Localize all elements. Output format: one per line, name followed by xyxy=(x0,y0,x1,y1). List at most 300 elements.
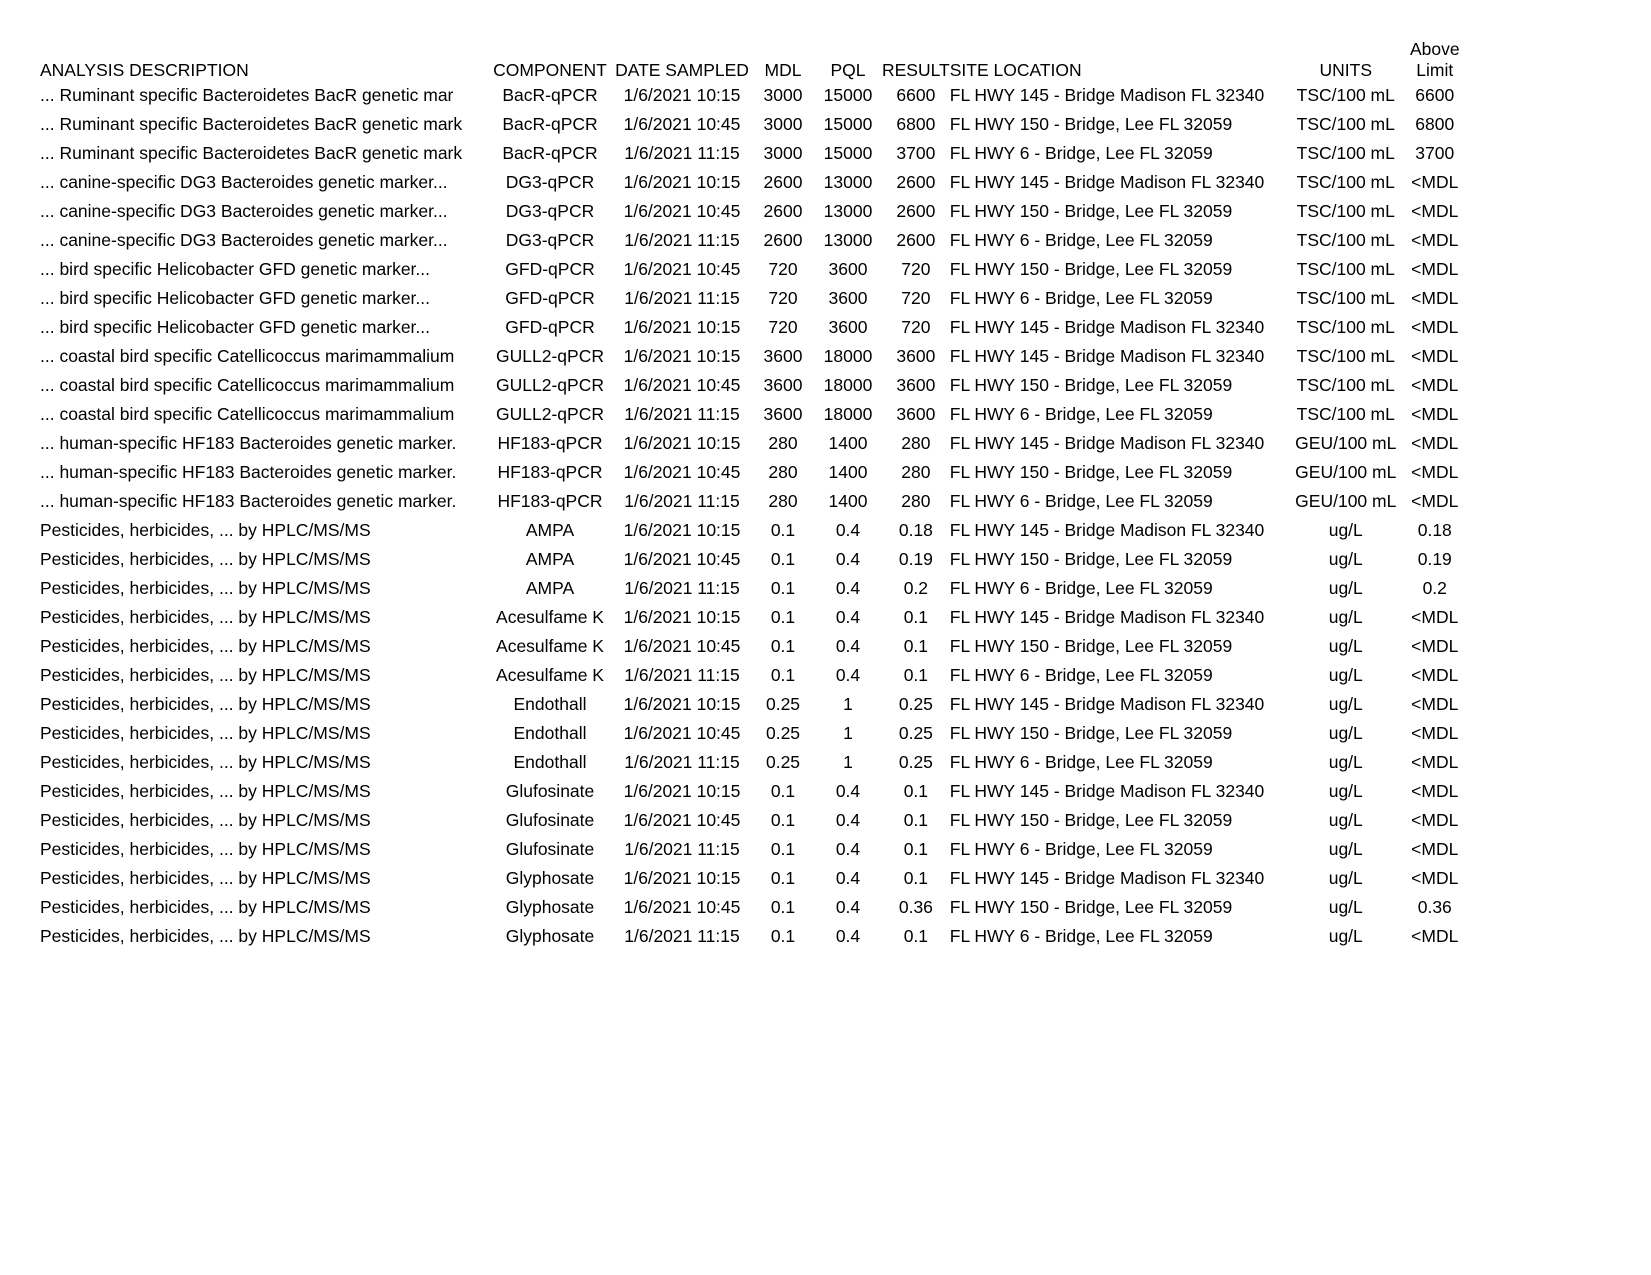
cell-analysis-description: Pesticides, herbicides, ... by HPLC/MS/MS xyxy=(40,578,371,598)
table-row xyxy=(40,922,1464,951)
table-row xyxy=(40,516,1464,545)
cell-above-limit: 0.19 xyxy=(1417,549,1452,569)
table-row xyxy=(40,284,1464,313)
cell-component: AMPA xyxy=(525,520,575,540)
cell-mdl: 2600 xyxy=(763,201,803,221)
cell-above-limit: <MDL xyxy=(1411,839,1459,859)
cell-analysis-description: Pesticides, herbicides, ... by HPLC/MS/MS xyxy=(40,868,371,888)
cell-analysis-description: ... Ruminant specific Bacteroidetes BacR genetic mar xyxy=(40,85,454,105)
cell-mdl: 3000 xyxy=(763,85,803,105)
cell-units: ug/L xyxy=(1328,636,1363,656)
table-row xyxy=(40,893,1464,922)
header-mdl: MDL xyxy=(764,60,802,80)
cell-units: TSC/100 mL xyxy=(1296,172,1395,192)
table-row xyxy=(40,139,1464,168)
cell-result: 280 xyxy=(901,491,931,511)
table-row xyxy=(40,429,1464,458)
cell-date-sampled: 1/6/2021 10:45 xyxy=(623,375,741,395)
cell-result: 720 xyxy=(901,259,931,279)
cell-component: Glyphosate xyxy=(505,926,595,946)
cell-mdl: 280 xyxy=(768,462,798,482)
cell-above-limit: <MDL xyxy=(1411,433,1459,453)
cell-mdl: 0.1 xyxy=(770,926,796,946)
header-date-sampled: DATE SAMPLED xyxy=(615,60,749,80)
cell-mdl: 720 xyxy=(768,288,798,308)
header-pql: PQL xyxy=(830,60,866,80)
cell-date-sampled: 1/6/2021 10:15 xyxy=(623,317,741,337)
cell-date-sampled: 1/6/2021 10:15 xyxy=(623,607,741,627)
cell-above-limit: 0.18 xyxy=(1417,520,1452,540)
table-row xyxy=(40,835,1464,864)
cell-units: TSC/100 mL xyxy=(1296,143,1395,163)
cell-result: 720 xyxy=(901,317,931,337)
cell-result: 2600 xyxy=(896,172,936,192)
table-row xyxy=(40,487,1464,516)
cell-units: TSC/100 mL xyxy=(1296,230,1395,250)
table-row xyxy=(40,110,1464,139)
cell-mdl: 3600 xyxy=(763,404,803,424)
cell-units: ug/L xyxy=(1328,723,1363,743)
cell-pql: 15000 xyxy=(823,114,873,134)
cell-units: TSC/100 mL xyxy=(1296,317,1395,337)
cell-component: BacR-qPCR xyxy=(502,85,598,105)
cell-date-sampled: 1/6/2021 11:15 xyxy=(624,404,740,424)
table-row xyxy=(40,168,1464,197)
header-result: RESULT xyxy=(882,60,950,80)
cell-units: ug/L xyxy=(1328,810,1363,830)
cell-component: GFD-qPCR xyxy=(505,317,595,337)
cell-pql: 1400 xyxy=(828,433,868,453)
cell-above-limit: 6600 xyxy=(1415,85,1455,105)
cell-date-sampled: 1/6/2021 11:15 xyxy=(624,665,740,685)
cell-site-location: FL HWY 6 - Bridge, Lee FL 32059 xyxy=(949,578,1213,598)
cell-site-location: FL HWY 145 - Bridge Madison FL 32340 xyxy=(949,607,1265,627)
cell-result: 720 xyxy=(901,288,931,308)
cell-date-sampled: 1/6/2021 10:45 xyxy=(623,259,741,279)
cell-units: TSC/100 mL xyxy=(1296,114,1395,134)
cell-date-sampled: 1/6/2021 10:15 xyxy=(623,868,741,888)
cell-component: GULL2-qPCR xyxy=(496,346,604,366)
cell-site-location: FL HWY 6 - Bridge, Lee FL 32059 xyxy=(949,143,1213,163)
cell-mdl: 720 xyxy=(768,317,798,337)
cell-result: 0.1 xyxy=(903,607,929,627)
cell-component: GULL2-qPCR xyxy=(496,404,604,424)
cell-pql: 1 xyxy=(843,694,853,714)
cell-result: 0.1 xyxy=(903,926,929,946)
cell-pql: 0.4 xyxy=(835,810,861,830)
cell-pql: 3600 xyxy=(828,259,868,279)
table-row xyxy=(40,255,1464,284)
cell-site-location: FL HWY 150 - Bridge, Lee FL 32059 xyxy=(949,810,1233,830)
cell-pql: 3600 xyxy=(828,288,868,308)
cell-site-location: FL HWY 145 - Bridge Madison FL 32340 xyxy=(949,868,1265,888)
cell-mdl: 0.1 xyxy=(770,781,796,801)
cell-above-limit: <MDL xyxy=(1411,781,1459,801)
cell-above-limit: <MDL xyxy=(1411,172,1459,192)
header-above-limit-line1: Above xyxy=(1409,39,1460,59)
cell-above-limit: <MDL xyxy=(1411,665,1459,685)
cell-above-limit: <MDL xyxy=(1411,230,1459,250)
cell-units: ug/L xyxy=(1328,752,1363,772)
cell-analysis-description: ... coastal bird specific Catellicoccus marimammalium xyxy=(40,375,455,395)
cell-result: 3700 xyxy=(896,143,936,163)
cell-analysis-description: Pesticides, herbicides, ... by HPLC/MS/MS xyxy=(40,723,371,743)
cell-analysis-description: Pesticides, herbicides, ... by HPLC/MS/MS xyxy=(40,607,371,627)
cell-pql: 0.4 xyxy=(835,868,861,888)
cell-above-limit: <MDL xyxy=(1411,259,1459,279)
cell-analysis-description: ... bird specific Helicobacter GFD genetic marker... xyxy=(40,259,430,279)
cell-component: GFD-qPCR xyxy=(505,288,595,308)
cell-units: ug/L xyxy=(1328,607,1363,627)
cell-date-sampled: 1/6/2021 10:15 xyxy=(623,346,741,366)
table-row xyxy=(40,864,1464,893)
cell-result: 0.19 xyxy=(898,549,933,569)
cell-units: TSC/100 mL xyxy=(1296,404,1395,424)
cell-site-location: FL HWY 6 - Bridge, Lee FL 32059 xyxy=(949,230,1213,250)
cell-result: 3600 xyxy=(896,346,936,366)
cell-above-limit: <MDL xyxy=(1411,810,1459,830)
cell-pql: 0.4 xyxy=(835,520,861,540)
cell-mdl: 2600 xyxy=(763,230,803,250)
cell-site-location: FL HWY 150 - Bridge, Lee FL 32059 xyxy=(949,259,1233,279)
cell-units: GEU/100 mL xyxy=(1295,433,1397,453)
cell-above-limit: <MDL xyxy=(1411,926,1459,946)
cell-component: DG3-qPCR xyxy=(505,201,595,221)
cell-date-sampled: 1/6/2021 11:15 xyxy=(624,491,740,511)
cell-date-sampled: 1/6/2021 11:15 xyxy=(624,143,740,163)
header-units: UNITS xyxy=(1319,60,1372,80)
cell-pql: 0.4 xyxy=(835,897,861,917)
cell-component: Acesulfame K xyxy=(496,636,604,656)
cell-mdl: 3600 xyxy=(763,346,803,366)
cell-units: ug/L xyxy=(1328,926,1363,946)
cell-component: BacR-qPCR xyxy=(502,143,598,163)
cell-analysis-description: Pesticides, herbicides, ... by HPLC/MS/MS xyxy=(40,520,371,540)
cell-site-location: FL HWY 150 - Bridge, Lee FL 32059 xyxy=(949,549,1233,569)
cell-mdl: 0.1 xyxy=(770,868,796,888)
results-table xyxy=(40,33,1464,951)
cell-mdl: 280 xyxy=(768,433,798,453)
cell-site-location: FL HWY 150 - Bridge, Lee FL 32059 xyxy=(949,636,1233,656)
cell-result: 0.1 xyxy=(903,868,929,888)
cell-units: ug/L xyxy=(1328,868,1363,888)
cell-above-limit: 3700 xyxy=(1415,143,1455,163)
cell-above-limit: <MDL xyxy=(1411,404,1459,424)
cell-site-location: FL HWY 145 - Bridge Madison FL 32340 xyxy=(949,694,1265,714)
cell-site-location: FL HWY 6 - Bridge, Lee FL 32059 xyxy=(949,926,1213,946)
table-row xyxy=(40,371,1464,400)
table-row xyxy=(40,81,1464,110)
cell-units: TSC/100 mL xyxy=(1296,375,1395,395)
table-row xyxy=(40,545,1464,574)
cell-analysis-description: ... human-specific HF183 Bacteroides genetic marker. xyxy=(40,433,457,453)
cell-site-location: FL HWY 145 - Bridge Madison FL 32340 xyxy=(949,85,1265,105)
cell-pql: 0.4 xyxy=(835,578,861,598)
cell-units: TSC/100 mL xyxy=(1296,288,1395,308)
cell-pql: 13000 xyxy=(823,201,873,221)
cell-units: ug/L xyxy=(1328,520,1363,540)
cell-pql: 0.4 xyxy=(835,839,861,859)
cell-component: Acesulfame K xyxy=(496,607,604,627)
cell-analysis-description: ... canine-specific DG3 Bacteroides genetic marker... xyxy=(40,230,448,250)
table-row xyxy=(40,313,1464,342)
cell-pql: 1400 xyxy=(828,491,868,511)
cell-pql: 0.4 xyxy=(835,926,861,946)
cell-above-limit: 6800 xyxy=(1415,114,1455,134)
table-row xyxy=(40,574,1464,603)
cell-mdl: 0.1 xyxy=(770,897,796,917)
cell-above-limit: <MDL xyxy=(1411,491,1459,511)
cell-site-location: FL HWY 145 - Bridge Madison FL 32340 xyxy=(949,781,1265,801)
cell-analysis-description: ... coastal bird specific Catellicoccus marimammalium xyxy=(40,346,455,366)
cell-units: ug/L xyxy=(1328,839,1363,859)
table-row xyxy=(40,226,1464,255)
cell-units: ug/L xyxy=(1328,578,1363,598)
cell-component: HF183-qPCR xyxy=(497,433,603,453)
cell-component: Glufosinate xyxy=(505,781,595,801)
cell-analysis-description: ... Ruminant specific Bacteroidetes BacR genetic mark xyxy=(40,143,463,163)
table-row xyxy=(40,603,1464,632)
cell-component: AMPA xyxy=(525,549,575,569)
cell-date-sampled: 1/6/2021 10:45 xyxy=(623,114,741,134)
cell-result: 2600 xyxy=(896,201,936,221)
cell-date-sampled: 1/6/2021 11:15 xyxy=(624,578,740,598)
cell-above-limit: <MDL xyxy=(1411,317,1459,337)
cell-units: TSC/100 mL xyxy=(1296,85,1395,105)
cell-mdl: 0.1 xyxy=(770,578,796,598)
table-row xyxy=(40,458,1464,487)
cell-component: AMPA xyxy=(525,578,575,598)
cell-analysis-description: ... Ruminant specific Bacteroidetes BacR genetic mark xyxy=(40,114,463,134)
cell-analysis-description: Pesticides, herbicides, ... by HPLC/MS/MS xyxy=(40,897,371,917)
cell-result: 0.36 xyxy=(898,897,933,917)
cell-mdl: 0.1 xyxy=(770,520,796,540)
table-row xyxy=(40,197,1464,226)
cell-pql: 13000 xyxy=(823,230,873,250)
cell-result: 6600 xyxy=(896,85,936,105)
header-above-limit-line2: Limit xyxy=(1416,60,1454,80)
cell-result: 0.1 xyxy=(903,839,929,859)
cell-units: TSC/100 mL xyxy=(1296,201,1395,221)
cell-analysis-description: ... bird specific Helicobacter GFD genetic marker... xyxy=(40,288,430,308)
header-analysis-description: ANALYSIS DESCRIPTION xyxy=(40,60,249,80)
cell-analysis-description: ... bird specific Helicobacter GFD genetic marker... xyxy=(40,317,430,337)
cell-site-location: FL HWY 150 - Bridge, Lee FL 32059 xyxy=(949,723,1233,743)
cell-date-sampled: 1/6/2021 10:15 xyxy=(623,433,741,453)
cell-pql: 0.4 xyxy=(835,549,861,569)
cell-result: 280 xyxy=(901,462,931,482)
cell-analysis-description: Pesticides, herbicides, ... by HPLC/MS/MS xyxy=(40,694,371,714)
cell-above-limit: <MDL xyxy=(1411,868,1459,888)
cell-date-sampled: 1/6/2021 10:15 xyxy=(623,172,741,192)
cell-pql: 1 xyxy=(843,752,853,772)
cell-result: 0.18 xyxy=(898,520,933,540)
cell-pql: 0.4 xyxy=(835,636,861,656)
cell-pql: 0.4 xyxy=(835,607,861,627)
cell-mdl: 2600 xyxy=(763,172,803,192)
cell-analysis-description: ... coastal bird specific Catellicoccus marimammalium xyxy=(40,404,455,424)
cell-date-sampled: 1/6/2021 10:45 xyxy=(623,462,741,482)
cell-component: Acesulfame K xyxy=(496,665,604,685)
cell-component: HF183-qPCR xyxy=(497,491,603,511)
table-row xyxy=(40,690,1464,719)
cell-result: 0.1 xyxy=(903,781,929,801)
cell-component: Glyphosate xyxy=(505,868,595,888)
cell-units: ug/L xyxy=(1328,549,1363,569)
cell-pql: 0.4 xyxy=(835,781,861,801)
cell-component: GULL2-qPCR xyxy=(496,375,604,395)
cell-result: 0.25 xyxy=(898,694,933,714)
cell-component: Endothall xyxy=(513,694,587,714)
table-row xyxy=(40,661,1464,690)
cell-site-location: FL HWY 145 - Bridge Madison FL 32340 xyxy=(949,520,1265,540)
cell-result: 0.1 xyxy=(903,665,929,685)
cell-component: GFD-qPCR xyxy=(505,259,595,279)
cell-pql: 3600 xyxy=(828,317,868,337)
cell-pql: 1 xyxy=(843,723,853,743)
cell-component: Endothall xyxy=(513,752,587,772)
cell-result: 3600 xyxy=(896,375,936,395)
cell-analysis-description: ... canine-specific DG3 Bacteroides genetic marker... xyxy=(40,201,448,221)
cell-analysis-description: Pesticides, herbicides, ... by HPLC/MS/MS xyxy=(40,752,371,772)
cell-mdl: 0.1 xyxy=(770,607,796,627)
cell-units: GEU/100 mL xyxy=(1295,462,1397,482)
cell-date-sampled: 1/6/2021 11:15 xyxy=(624,230,740,250)
cell-component: DG3-qPCR xyxy=(505,230,595,250)
cell-site-location: FL HWY 6 - Bridge, Lee FL 32059 xyxy=(949,839,1213,859)
cell-site-location: FL HWY 150 - Bridge, Lee FL 32059 xyxy=(949,462,1233,482)
cell-site-location: FL HWY 145 - Bridge Madison FL 32340 xyxy=(949,172,1265,192)
cell-mdl: 0.1 xyxy=(770,636,796,656)
cell-pql: 13000 xyxy=(823,172,873,192)
cell-above-limit: <MDL xyxy=(1411,462,1459,482)
results-sheet xyxy=(40,33,1464,951)
cell-component: Glufosinate xyxy=(505,839,595,859)
cell-date-sampled: 1/6/2021 10:45 xyxy=(623,810,741,830)
cell-mdl: 3000 xyxy=(763,143,803,163)
header-above-limit xyxy=(1406,33,1464,81)
cell-mdl: 720 xyxy=(768,259,798,279)
cell-above-limit: 0.2 xyxy=(1422,578,1447,598)
cell-date-sampled: 1/6/2021 10:45 xyxy=(623,549,741,569)
cell-site-location: FL HWY 6 - Bridge, Lee FL 32059 xyxy=(949,752,1213,772)
cell-result: 0.1 xyxy=(903,636,929,656)
cell-site-location: FL HWY 145 - Bridge Madison FL 32340 xyxy=(949,317,1265,337)
cell-pql: 18000 xyxy=(823,404,873,424)
cell-result: 6800 xyxy=(896,114,936,134)
cell-analysis-description: Pesticides, herbicides, ... by HPLC/MS/MS xyxy=(40,810,371,830)
cell-above-limit: <MDL xyxy=(1411,346,1459,366)
header-site-location: SITE LOCATION xyxy=(949,60,1082,80)
cell-pql: 1400 xyxy=(828,462,868,482)
table-row xyxy=(40,632,1464,661)
cell-component: Glyphosate xyxy=(505,897,595,917)
cell-above-limit: <MDL xyxy=(1411,636,1459,656)
cell-site-location: FL HWY 150 - Bridge, Lee FL 32059 xyxy=(949,375,1233,395)
cell-date-sampled: 1/6/2021 11:15 xyxy=(624,288,740,308)
cell-mdl: 0.1 xyxy=(770,665,796,685)
cell-date-sampled: 1/6/2021 10:45 xyxy=(623,723,741,743)
cell-analysis-description: Pesticides, herbicides, ... by HPLC/MS/MS xyxy=(40,926,371,946)
cell-above-limit: <MDL xyxy=(1411,607,1459,627)
table-row xyxy=(40,400,1464,429)
cell-site-location: FL HWY 150 - Bridge, Lee FL 32059 xyxy=(949,897,1233,917)
table-row xyxy=(40,719,1464,748)
cell-date-sampled: 1/6/2021 10:15 xyxy=(623,520,741,540)
cell-mdl: 0.25 xyxy=(765,752,801,772)
cell-analysis-description: ... human-specific HF183 Bacteroides genetic marker. xyxy=(40,462,457,482)
cell-pql: 18000 xyxy=(823,346,873,366)
cell-units: TSC/100 mL xyxy=(1296,259,1395,279)
cell-result: 0.1 xyxy=(903,810,929,830)
cell-above-limit: <MDL xyxy=(1411,694,1459,714)
cell-site-location: FL HWY 6 - Bridge, Lee FL 32059 xyxy=(949,665,1213,685)
cell-mdl: 0.1 xyxy=(770,549,796,569)
cell-mdl: 3000 xyxy=(763,114,803,134)
cell-site-location: FL HWY 145 - Bridge Madison FL 32340 xyxy=(949,433,1265,453)
cell-site-location: FL HWY 6 - Bridge, Lee FL 32059 xyxy=(949,404,1213,424)
cell-site-location: FL HWY 150 - Bridge, Lee FL 32059 xyxy=(949,201,1233,221)
cell-component: Glufosinate xyxy=(505,810,595,830)
cell-site-location: FL HWY 6 - Bridge, Lee FL 32059 xyxy=(949,288,1213,308)
header-component: COMPONENT xyxy=(493,60,607,80)
table-row xyxy=(40,342,1464,371)
cell-result: 2600 xyxy=(896,230,936,250)
cell-mdl: 0.25 xyxy=(765,723,801,743)
cell-mdl: 0.1 xyxy=(770,839,796,859)
cell-analysis-description: ... human-specific HF183 Bacteroides genetic marker. xyxy=(40,491,457,511)
cell-date-sampled: 1/6/2021 11:15 xyxy=(624,752,740,772)
cell-analysis-description: Pesticides, herbicides, ... by HPLC/MS/MS xyxy=(40,839,371,859)
cell-above-limit: <MDL xyxy=(1411,375,1459,395)
cell-above-limit: 0.36 xyxy=(1417,897,1452,917)
cell-analysis-description: Pesticides, herbicides, ... by HPLC/MS/MS xyxy=(40,636,371,656)
cell-result: 0.25 xyxy=(898,723,933,743)
cell-analysis-description: ... canine-specific DG3 Bacteroides genetic marker... xyxy=(40,172,448,192)
cell-result: 0.25 xyxy=(898,752,933,772)
table-row xyxy=(40,806,1464,835)
cell-analysis-description: Pesticides, herbicides, ... by HPLC/MS/MS xyxy=(40,549,371,569)
cell-units: ug/L xyxy=(1328,665,1363,685)
cell-analysis-description: Pesticides, herbicides, ... by HPLC/MS/MS xyxy=(40,781,371,801)
table-row xyxy=(40,777,1464,806)
cell-component: HF183-qPCR xyxy=(497,462,603,482)
cell-component: Endothall xyxy=(513,723,587,743)
table-row xyxy=(40,748,1464,777)
cell-pql: 18000 xyxy=(823,375,873,395)
cell-units: GEU/100 mL xyxy=(1295,491,1397,511)
cell-site-location: FL HWY 6 - Bridge, Lee FL 32059 xyxy=(949,491,1213,511)
table-body xyxy=(40,81,1464,951)
cell-date-sampled: 1/6/2021 10:15 xyxy=(623,694,741,714)
cell-site-location: FL HWY 145 - Bridge Madison FL 32340 xyxy=(949,346,1265,366)
cell-date-sampled: 1/6/2021 10:45 xyxy=(623,636,741,656)
cell-above-limit: <MDL xyxy=(1411,723,1459,743)
cell-result: 0.2 xyxy=(903,578,929,598)
cell-mdl: 3600 xyxy=(763,375,803,395)
cell-site-location: FL HWY 150 - Bridge, Lee FL 32059 xyxy=(949,114,1233,134)
cell-date-sampled: 1/6/2021 11:15 xyxy=(624,839,740,859)
cell-units: ug/L xyxy=(1328,694,1363,714)
cell-above-limit: <MDL xyxy=(1411,288,1459,308)
cell-result: 280 xyxy=(901,433,931,453)
header-row xyxy=(40,33,1464,81)
cell-pql: 0.4 xyxy=(835,665,861,685)
cell-units: ug/L xyxy=(1328,897,1363,917)
cell-result: 3600 xyxy=(896,404,936,424)
cell-date-sampled: 1/6/2021 10:45 xyxy=(623,897,741,917)
cell-mdl: 0.25 xyxy=(765,694,801,714)
